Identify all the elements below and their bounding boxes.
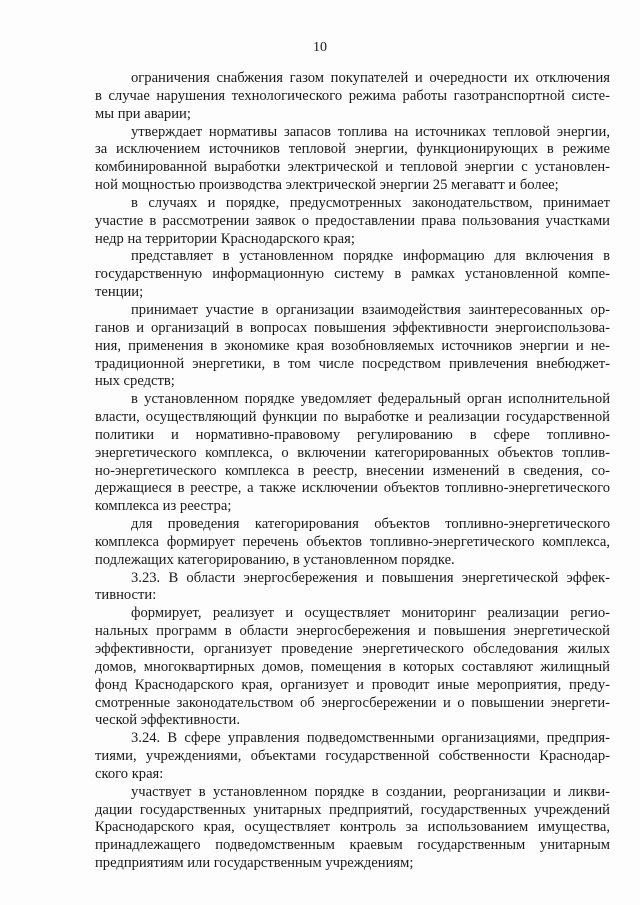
text-line: тиями, учреждениями, объектами государственной собственности Краснодар- (95, 748, 610, 765)
text-line: представляет в установленном порядке информацию для включения в (131, 248, 610, 265)
text-line: эффективности, организует проведение энергетического обследования жилых (95, 641, 610, 657)
text-line: политики и нормативно-правовому регулированию в сфере топливно- (95, 426, 610, 443)
text-line: ной мощностью производства электрической энергии 25 мегаватт и более; (95, 177, 559, 194)
text-line: дации государственных унитарных предприятий, государственных учреждений (95, 801, 610, 818)
text-line: тивности: (95, 587, 157, 604)
text-line: предприятиям или государственным учреждениям; (95, 855, 414, 872)
body-text (95, 70, 610, 873)
text-line: принадлежащего подведомственным краевым государственным унитарным (95, 837, 610, 854)
text-line: ганов и организаций в вопросах повышения эффективности энергоиспользова- (95, 319, 610, 336)
text-line: для проведения категорирования объектов топливно-энергетического (131, 516, 610, 533)
text-line: тенции; (95, 284, 144, 301)
text-line: принимает участие в организации взаимодействия заинтересованных ор- (131, 301, 610, 318)
text-line: ных средств; (95, 373, 175, 390)
text-line: 3.23. В области энергосбережения и повышения энергетической эффек- (131, 569, 610, 586)
text-line: участвует в установленном порядке в создании, реорганизации и ликви- (131, 783, 610, 800)
text-line: но-энергетического комплекса в реестр, внесении изменений в сведения, со- (95, 462, 610, 479)
text-line: домов, многоквартирных домов, помещения в которых составляют жилищный (95, 658, 610, 675)
text-line: традиционной энергетики, в том числе посредством привлечения внебюджет- (95, 355, 610, 372)
text-line: нальных программ в области энергосбережения и повышения энергетической (95, 623, 610, 640)
text-line: в случае нарушения технологического режима работы газотранспортной систе- (95, 87, 610, 104)
text-line: государственную информационную систему в рамках установленной компе- (95, 266, 610, 283)
text-line: 3.24. В сфере управления подведомственными организациями, предприя- (131, 730, 610, 747)
page-number: 10 (313, 40, 327, 55)
text-line: смотренные законодательством об энергосбережении и о повышении энергети- (95, 694, 610, 711)
text-line: власти, осуществляющий функции по выработке и реализации государственной (95, 409, 610, 426)
text-line: мы при аварии; (95, 105, 191, 122)
text-line: комплекса формирует перечень объектов топливно-энергетического комплекса, (95, 533, 610, 550)
text-line: недр на территории Краснодарского края; (95, 230, 355, 247)
text-line: ния, применения в экономике края возобновляемых источников энергии и не- (95, 337, 610, 354)
text-line: комплекса из реестра; (95, 498, 232, 515)
text-line: энергетического комплекса, о включении категорированных объектов топлив- (95, 444, 610, 461)
text-line: в случаях и порядке, предусмотренных законодательством, принимает (131, 194, 610, 211)
text-line: ского края: (95, 765, 164, 782)
text-line: ческой эффективности. (95, 712, 241, 729)
text-line: фонд Краснодарского края, организует и проводит иные мероприятия, преду- (95, 676, 610, 693)
text-line: подлежащих категорированию, в установленном порядке. (95, 551, 455, 568)
text-line: за исключением источников тепловой энергии, функционирующих в режиме (95, 141, 610, 158)
text-line: ограничения снабжения газом покупателей и очередности их отключения (131, 70, 610, 86)
text-line: Краснодарского края, осуществляет контроль за использованием имущества, (95, 819, 610, 836)
text-line: участие в рассмотрении заявок о предоставлении права пользования участками (95, 212, 610, 229)
text-line: держащиеся в реестре, а также исключении объектов топливно-энергетического (95, 480, 610, 497)
text-line: формирует, реализует и осуществляет мониторинг реализации регио- (131, 605, 610, 622)
text-line: комбинированной выработки электрической и тепловой энергии с установлен- (95, 159, 610, 176)
text-line: утверждает нормативы запасов топлива на источниках тепловой энергии, (131, 123, 610, 140)
text-line: в установленном порядке уведомляет федеральный орган исполнительной (131, 391, 610, 408)
